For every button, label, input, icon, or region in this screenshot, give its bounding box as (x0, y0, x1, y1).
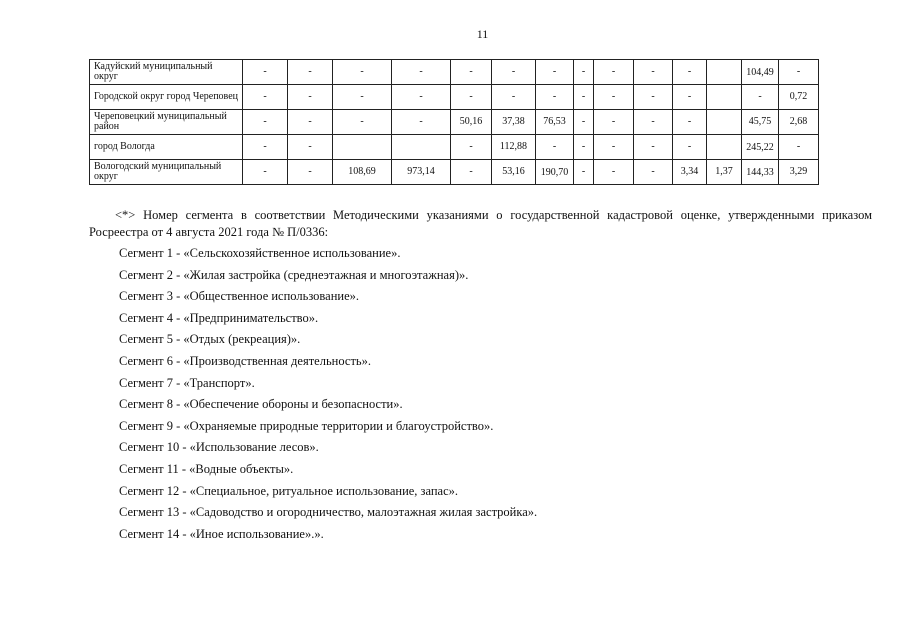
table-cell: - (574, 160, 594, 185)
table-cell: - (634, 160, 673, 185)
table-row (90, 60, 819, 85)
table-cell: 0,72 (779, 85, 819, 110)
table-cell: - (634, 85, 673, 110)
table-cell: - (288, 85, 333, 110)
table-cell: 37,38 (492, 110, 536, 135)
table-cell: - (243, 85, 288, 110)
table-cell: 190,70 (536, 160, 574, 185)
table-cell: - (673, 85, 707, 110)
table-cell: - (634, 110, 673, 135)
list-item: Сегмент 13 - «Садоводство и огородничество, малоэтажная жилая застройка». (119, 505, 538, 520)
row-name: Кадуйский муниципальный округ (90, 60, 243, 85)
table-cell: - (594, 135, 634, 160)
table-cell (392, 135, 451, 160)
table-cell: - (779, 60, 819, 85)
table-cell: - (574, 135, 594, 160)
table-cell: - (288, 60, 333, 85)
table-cell: - (288, 135, 333, 160)
table-cell: - (673, 135, 707, 160)
table-cell: 45,75 (742, 110, 779, 135)
list-item: Сегмент 14 - «Иное использование».». (119, 526, 324, 541)
row-name: город Вологда (90, 135, 243, 160)
table-cell: 973,14 (392, 160, 451, 185)
list-item: Сегмент 1 - «Сельскохозяйственное использование». (119, 246, 401, 260)
segment-footnote: <*> Номер сегмента в соответствии Методическими указаниями о государственной кадастровой оценке, утвержденными приказом Росреестра от 4 августа 2021 года № П/0336: (89, 208, 872, 239)
table-cell (707, 135, 742, 160)
table-cell: 245,22 (742, 135, 779, 160)
row-name: Городской округ город Череповец (90, 85, 243, 110)
table-cell: 2,68 (779, 110, 819, 135)
table-row (90, 160, 819, 185)
page-number: 11 (476, 27, 489, 41)
table-cell: 108,69 (333, 160, 392, 185)
table-cell: - (594, 110, 634, 135)
row-name: Вологодский муниципальный округ (90, 160, 243, 185)
cadastral-value-table (89, 59, 819, 185)
list-item: Сегмент 2 - «Жилая застройка (среднеэтажная и многоэтажная)». (119, 267, 469, 282)
table-cell: - (243, 160, 288, 185)
table-cell: - (288, 110, 333, 135)
table-cell: - (594, 160, 634, 185)
table-cell: - (536, 60, 574, 85)
table-cell: - (673, 60, 707, 85)
table-cell: 3,34 (673, 160, 707, 185)
table-cell: - (594, 85, 634, 110)
table-cell: - (742, 85, 779, 110)
table-row (90, 110, 819, 135)
table-cell: - (673, 110, 707, 135)
table-cell: - (243, 60, 288, 85)
table-cell: - (634, 135, 673, 160)
table-cell: 3,29 (779, 160, 819, 185)
table-row (90, 135, 819, 160)
table-cell: - (451, 85, 492, 110)
table-cell: - (392, 110, 451, 135)
table-cell: 104,49 (742, 60, 779, 85)
table-cell: 50,16 (451, 110, 492, 135)
list-item: Сегмент 4 - «Предпринимательство». (119, 310, 319, 325)
segment-list (119, 243, 537, 545)
table-cell: - (574, 85, 594, 110)
table-cell: - (451, 160, 492, 185)
table-cell: 76,53 (536, 110, 574, 135)
table-cell: 53,16 (492, 160, 536, 185)
table-cell: - (574, 110, 594, 135)
list-item: Сегмент 9 - «Охраняемые природные территории и благоустройство». (119, 418, 494, 433)
table-cell: - (634, 60, 673, 85)
table-cell: - (492, 85, 536, 110)
table-cell: - (779, 135, 819, 160)
table-cell (707, 110, 742, 135)
table-cell: - (243, 135, 288, 160)
list-item: Сегмент 8 - «Обеспечение обороны и безопасности». (119, 397, 403, 412)
table-cell: - (574, 60, 594, 85)
list-item: Сегмент 5 - «Отдых (рекреация)». (119, 332, 301, 347)
table-cell (707, 85, 742, 110)
table-cell: - (333, 85, 392, 110)
table-cell: - (536, 85, 574, 110)
list-item: Сегмент 10 - «Использование лесов». (119, 440, 319, 455)
table-cell: - (451, 60, 492, 85)
table-cell (707, 60, 742, 85)
list-item: Сегмент 6 - «Производственная деятельность». (119, 353, 372, 368)
table-cell: - (594, 60, 634, 85)
table-cell: - (333, 110, 392, 135)
list-item: Сегмент 3 - «Общественное использование». (119, 289, 360, 304)
list-item: Сегмент 11 - «Водные объекты». (119, 461, 294, 476)
table-cell: - (536, 135, 574, 160)
table-cell: - (243, 110, 288, 135)
table-cell: - (492, 60, 536, 85)
table-cell: 144,33 (742, 160, 779, 185)
table-cell: - (333, 60, 392, 85)
table-row (90, 85, 819, 110)
list-item: Сегмент 7 - «Транспорт». (119, 375, 255, 390)
table-cell: 1,37 (707, 160, 742, 185)
table-cell: - (392, 60, 451, 85)
table-cell (333, 135, 392, 160)
table-cell: 112,88 (492, 135, 536, 160)
table-cell: - (451, 135, 492, 160)
row-name: Череповецкий муниципальный район (90, 110, 243, 135)
table-cell: - (392, 85, 451, 110)
page-number-wrapper (0, 27, 909, 42)
table-cell: - (288, 160, 333, 185)
list-item: Сегмент 12 - «Специальное, ритуальное использование, запас». (119, 483, 459, 498)
